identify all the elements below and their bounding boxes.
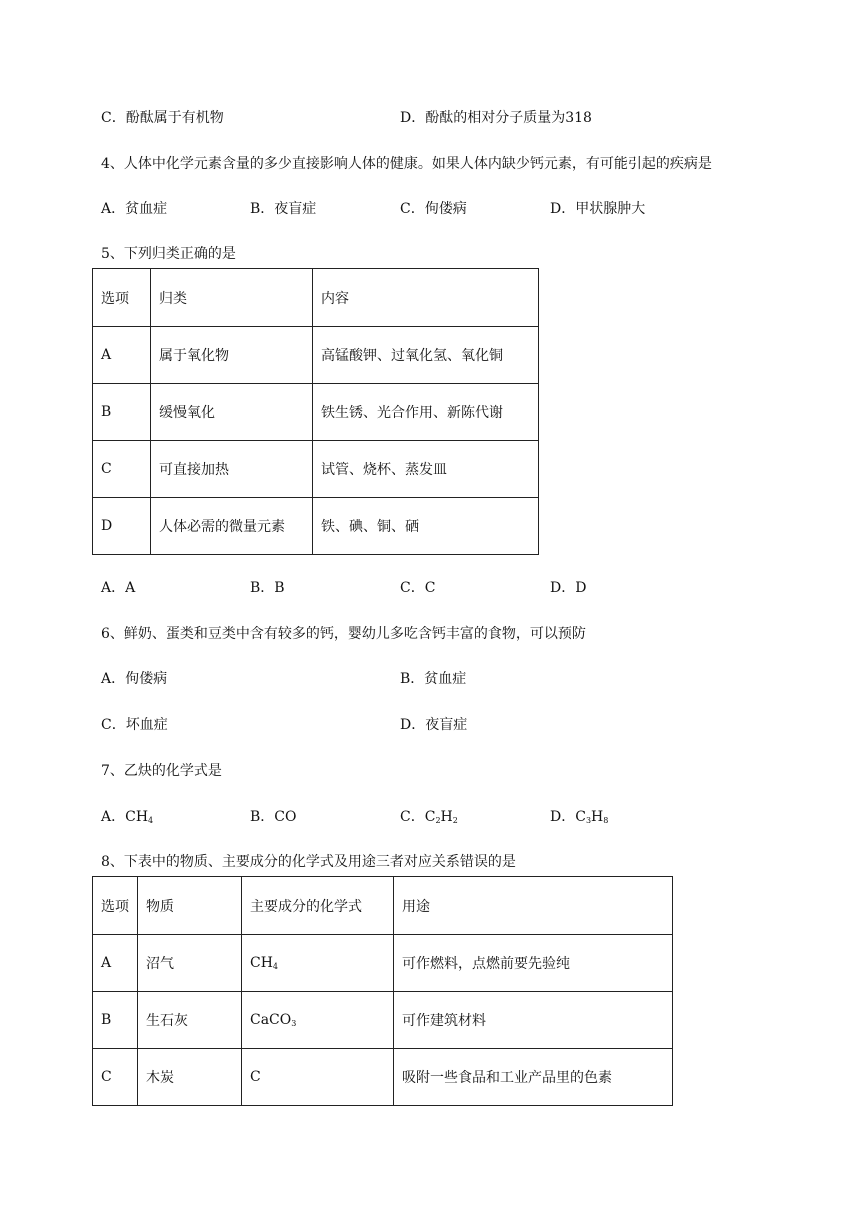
table-row [93, 441, 539, 498]
table-cell: 缓慢氧化 [151, 384, 313, 441]
table-cell: 可直接加热 [151, 441, 313, 498]
q3-option-d: D．酚酞的相对分子质量为318 [400, 110, 592, 126]
table-header-cell: 归类 [151, 269, 313, 327]
table-cell: 铁、碘、铜、硒 [313, 498, 539, 555]
table-cell: B [93, 384, 151, 441]
table-row [93, 384, 539, 441]
q6-option-d: D．夜盲症 [400, 717, 468, 733]
q4-option-b: B．夜盲症 [250, 201, 317, 217]
q8-stem: 8、下表中的物质、主要成分的化学式及用途三者对应关系错误的是 [101, 854, 516, 870]
table-row [93, 935, 673, 992]
q6-option-c: C．坏血症 [101, 717, 168, 733]
q4-option-a: A．贫血症 [101, 201, 168, 217]
q4-option-c: C．佝偻病 [400, 201, 467, 217]
q5-stem: 5、下列归类正确的是 [101, 246, 236, 262]
q5-option-a: A．A [101, 580, 136, 596]
table-cell: 木炭 [138, 1049, 242, 1106]
table-cell: 人体必需的微量元素 [151, 498, 313, 555]
table-cell: 吸附一些食品和工业产品里的色素 [394, 1049, 673, 1106]
q5-option-b: B．B [250, 580, 285, 596]
q6-option-a: A．佝偻病 [101, 671, 168, 687]
table-header-cell: 主要成分的化学式 [242, 877, 394, 935]
table-header-cell: 内容 [313, 269, 539, 327]
table-cell: $CH_4$ [242, 935, 394, 992]
table-header-row [93, 877, 673, 935]
q5-option-c: C．C [400, 580, 436, 596]
table-cell: CaCO$_3$ [242, 992, 394, 1049]
table-cell: 沼气 [138, 935, 242, 992]
table-header-cell: 选项 [93, 877, 138, 935]
q6-option-b: B．贫血症 [400, 671, 467, 687]
table-cell: 试管、烧杯、蒸发皿 [313, 441, 539, 498]
table-row [93, 992, 673, 1049]
q8-table [92, 876, 673, 1106]
table-header-cell: 用途 [394, 877, 673, 935]
q7-stem: 7、乙炔的化学式是 [101, 763, 222, 779]
q4-option-d: D．甲状腺肿大 [550, 201, 646, 217]
q7-option-b: B．CO [250, 809, 297, 825]
q5-table [92, 268, 539, 555]
q3-option-c: C．酚酞属于有机物 [101, 110, 224, 126]
table-header-cell: 物质 [138, 877, 242, 935]
table-cell: A [93, 327, 151, 384]
q7-option-c: C．$C_2H_2$ [400, 809, 458, 825]
q6-stem: 6、鲜奶、蛋类和豆类中含有较多的钙，婴幼儿多吃含钙丰富的食物，可以预防 [101, 626, 586, 642]
table-header-row [93, 269, 539, 327]
table-cell: 铁生锈、光合作用、新陈代谢 [313, 384, 539, 441]
table-cell: 高锰酸钾、过氧化氢、氧化铜 [313, 327, 539, 384]
q5-option-d: D．D [550, 580, 587, 596]
table-row [93, 327, 539, 384]
table-row [93, 1049, 673, 1106]
table-cell: C [242, 1049, 394, 1106]
table-cell: 生石灰 [138, 992, 242, 1049]
q7-option-a: A．$CH_4$ [101, 809, 154, 825]
table-cell: 可作建筑材料 [394, 992, 673, 1049]
table-cell: 可作燃料，点燃前要先验纯 [394, 935, 673, 992]
table-row [93, 498, 539, 555]
table-header-cell: 选项 [93, 269, 151, 327]
table-cell: D [93, 498, 151, 555]
q7-option-d: D．$C_3H_8$ [550, 809, 609, 825]
table-cell: A [93, 935, 138, 992]
table-cell: C [93, 441, 151, 498]
q4-stem: 4、人体中化学元素含量的多少直接影响人体的健康。如果人体内缺少钙元素，有可能引起的疾病是 [101, 156, 712, 172]
table-cell: 属于氧化物 [151, 327, 313, 384]
table-cell: B [93, 992, 138, 1049]
table-cell: C [93, 1049, 138, 1106]
